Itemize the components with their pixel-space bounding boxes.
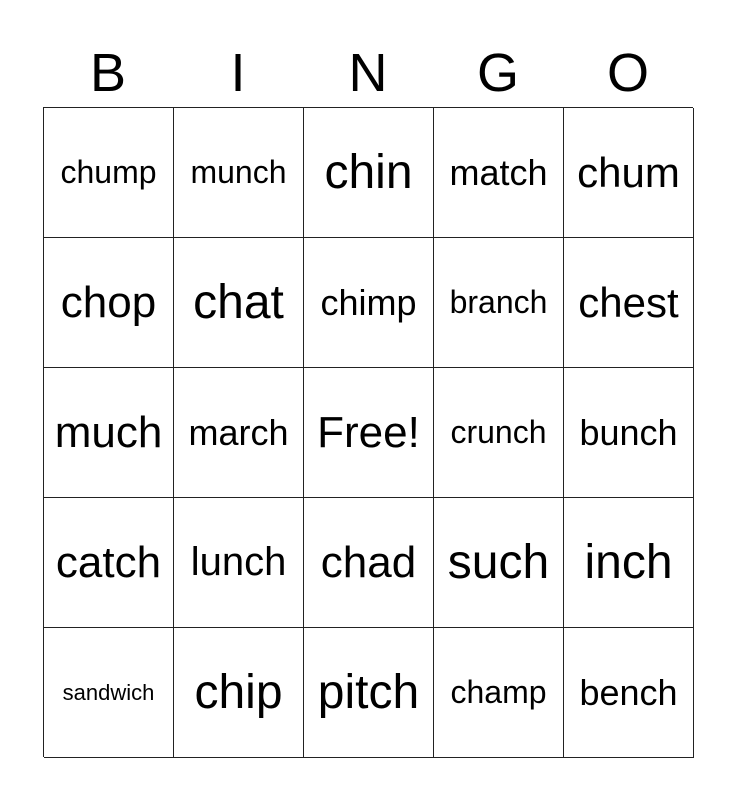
bingo-header (43, 40, 693, 106)
header-letter-o: O (606, 43, 649, 103)
bingo-cell: catch (44, 498, 174, 628)
bingo-cell: munch (174, 108, 304, 238)
bingo-cell: crunch (434, 368, 564, 498)
bingo-cell: chat (174, 238, 304, 368)
bingo-cell: chimp (304, 238, 434, 368)
bingo-cell: inch (564, 498, 694, 628)
header-letter-i: I (230, 43, 246, 103)
free-space-cell: Free! (304, 368, 434, 498)
header-letter-g: G (476, 43, 519, 103)
bingo-cell: chip (174, 628, 304, 758)
bingo-cell: much (44, 368, 174, 498)
bingo-cell: chin (304, 108, 434, 238)
bingo-board (43, 107, 693, 757)
bingo-cell: such (434, 498, 564, 628)
bingo-cell: march (174, 368, 304, 498)
bingo-cell: branch (434, 238, 564, 368)
bingo-cell: match (434, 108, 564, 238)
bingo-cell: chop (44, 238, 174, 368)
bingo-cell: bench (564, 628, 694, 758)
header-letter-n: N (348, 43, 388, 103)
bingo-cell: chad (304, 498, 434, 628)
bingo-cell: champ (434, 628, 564, 758)
header-letter-b: B (89, 43, 127, 103)
bingo-cell: chump (44, 108, 174, 238)
bingo-cell: lunch (174, 498, 304, 628)
bingo-cell: chum (564, 108, 694, 238)
bingo-cell: bunch (564, 368, 694, 498)
bingo-cell: sandwich (44, 628, 174, 758)
bingo-cell: chest (564, 238, 694, 368)
bingo-cell: pitch (304, 628, 434, 758)
